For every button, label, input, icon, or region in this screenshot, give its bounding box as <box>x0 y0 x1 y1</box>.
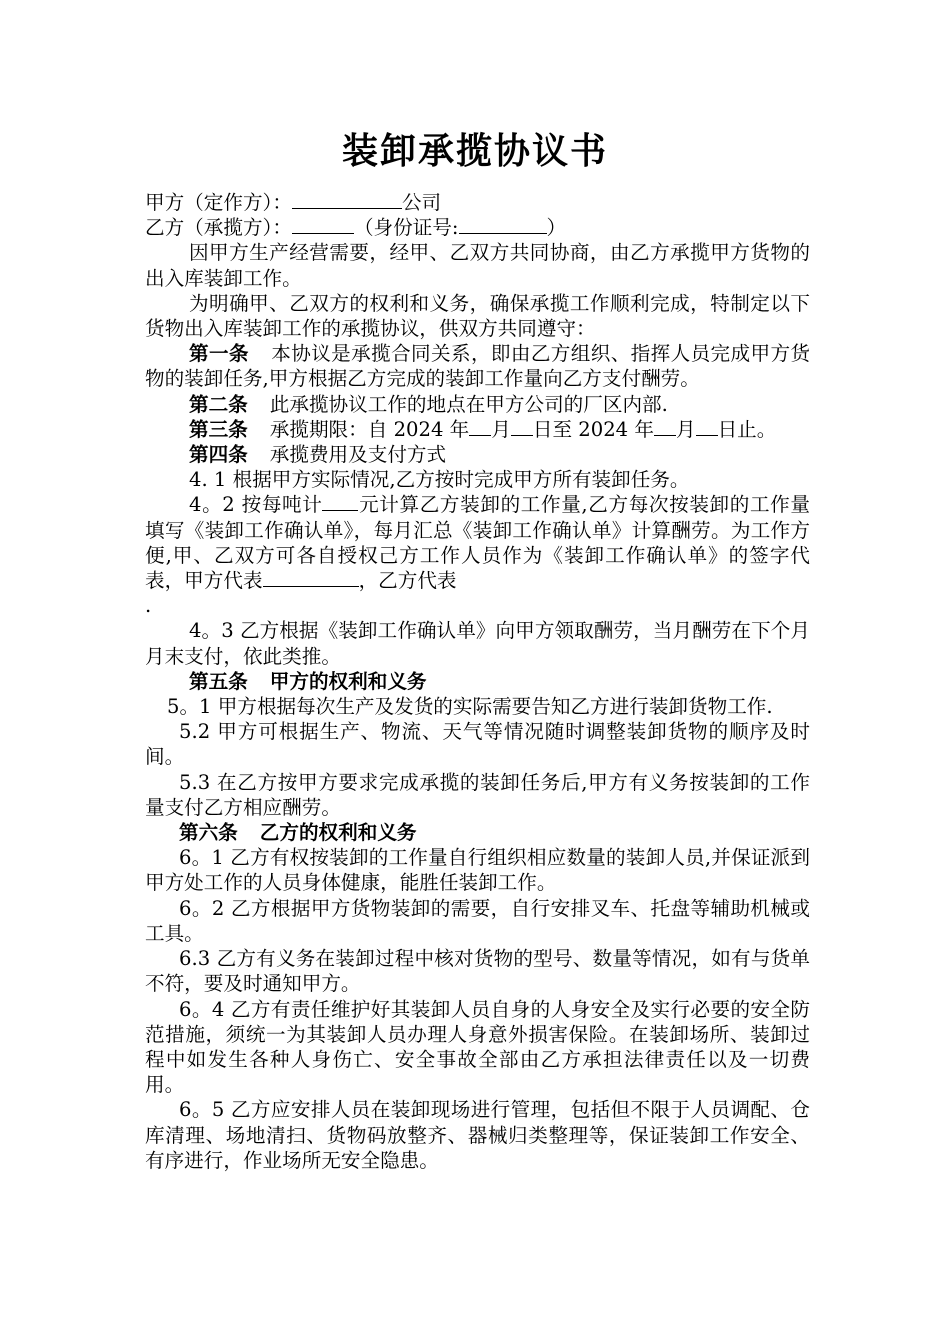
article-3-heading: 第三条 <box>189 417 248 441</box>
party-b-blank <box>292 215 354 234</box>
article-3 <box>145 417 810 442</box>
clause-4-2-rate-blank <box>322 492 358 511</box>
document-title: 装卸承揽协议书 <box>341 130 608 172</box>
clause-4-2-text-b: 元计算乙方装卸的工作量,乙方每次按装卸的工作量填写《装卸工作确认单》，每月汇总《装卸工作确认单》计算酬劳。为工作方便,甲、乙双方可各自授权己方工作人员作为《装卸工作确认单》的签字代表，甲方代表 <box>145 493 810 593</box>
article-5-text: 甲方的权利和义务 <box>269 669 427 693</box>
clause-6-5: 6。5 乙方应安排人员在装卸现场进行管理，包括但不限于人员调配、仓库清理、场地清扫、货物码放整齐、器械归类整理等，保证装卸工作安全、有序进行，作业场所无安全隐患。 <box>145 1098 810 1172</box>
party-a-label: 甲方（定作方）： <box>145 191 292 214</box>
article-3-text-4: 月 <box>675 417 696 441</box>
intro-paragraph-1: 因甲方生产经营需要，经甲、乙双方共同协商，由乙方承揽甲方货物的出入库装卸工作。 <box>145 241 810 290</box>
clause-6-3: 6.3 乙方有义务在装卸过程中核对货物的型号、数量等情况，如有与货单不符，要及时通知甲方。 <box>145 947 810 996</box>
clause-4-1: 4. 1 根据甲方实际情况,乙方按时完成甲方所有装卸任务。 <box>189 468 690 492</box>
clause-6-4: 6。4 乙方有责任维护好其装卸人员自身的人身安全及实行必要的安全防范措施，须统一为其装卸人员办理人身意外损害保险。在装卸场所、装卸过程中如发生各种人身伤亡、安全事故全部由乙方承担法律责任以及一切费用。 <box>145 997 810 1097</box>
clause-5-3: 5.3 在乙方按甲方要求完成承揽的装卸任务后,甲方有义务按装卸的工作量支付乙方相应酬劳。 <box>145 770 810 819</box>
clause-4-2-text-a: 4。2 按每吨计 <box>189 493 323 517</box>
article-6 <box>145 820 810 845</box>
article-1-heading: 第一条 <box>189 342 249 366</box>
article-3-text-5: 日止。 <box>717 417 777 441</box>
article-2 <box>145 392 810 417</box>
clause-6-2: 6。2 乙方根据甲方货物装卸的需要，自行安排叉车、托盘等辅助机械或工具。 <box>145 896 810 945</box>
article-2-heading: 第二条 <box>189 392 248 416</box>
party-a-line <box>145 190 810 215</box>
article-6-text: 乙方的权利和义务 <box>259 821 417 845</box>
article-5-heading: 第五条 <box>189 669 248 693</box>
clause-4-2-text-c: ，乙方代表 <box>358 569 457 593</box>
clause-5-2: 5.2 甲方可根据生产、物流、天气等情况随时调整装卸货物的顺序及时间。 <box>145 720 810 769</box>
clause-5-1: 5。1 甲方根据每次生产及发货的实际需要告知乙方进行装卸货物工作. <box>167 695 773 719</box>
article-3-text-1: 承揽期限：自 2024 年 <box>269 417 470 441</box>
clause-4-2-text-d: . <box>145 594 152 618</box>
article-3-text-2: 月 <box>491 417 511 441</box>
article-6-heading: 第六条 <box>179 821 238 845</box>
party-b-line <box>145 215 810 240</box>
article-4 <box>145 442 810 467</box>
article-3-blank-1 <box>469 417 491 436</box>
article-1 <box>145 341 810 391</box>
party-b-id-label: （身份证号: <box>353 216 459 240</box>
article-3-blank-3 <box>654 417 676 436</box>
clause-4-2 <box>145 492 810 618</box>
intro-paragraph-2: 为明确甲、乙双方的权利和义务，确保承揽工作顺利完成，特制定以下货物出入库装卸工作的承揽协议，供双方共同遵守： <box>145 291 810 341</box>
document-body <box>145 190 810 1173</box>
party-b-id-close: ） <box>546 216 567 240</box>
article-4-text: 承揽费用及支付方式 <box>269 443 447 467</box>
party-b-label: 乙方（承揽方）： <box>145 216 292 240</box>
clause-4-3: 4。3 乙方根据《装卸工作确认单》向甲方领取酬劳，当月酬劳在下个月月末支付，依此类推。 <box>145 619 810 668</box>
clause-6-1: 6。1 乙方有权按装卸的工作量自行组织相应数量的装卸人员,并保证派到甲方处工作的人员身体健康，能胜任装卸工作。 <box>145 846 810 895</box>
party-b-id-blank <box>459 215 547 234</box>
article-4-heading: 第四条 <box>189 443 248 467</box>
article-1-text: 本协议是承揽合同关系，即由乙方组织、指挥人员完成甲方货物的装卸任务,甲方根据乙方完成的装卸工作量向乙方支付酬劳。 <box>145 342 811 391</box>
party-a-blank <box>292 190 402 209</box>
party-a-suffix: 公司 <box>401 191 442 214</box>
article-5 <box>145 669 810 694</box>
article-3-blank-2 <box>511 417 533 436</box>
clause-4-2-party-a-rep-blank <box>263 568 359 587</box>
article-2-text: 此承揽协议工作的地点在甲方公司的厂区内部. <box>269 392 668 416</box>
article-3-blank-4 <box>696 417 718 436</box>
article-3-text-3: 日至 2024 年 <box>532 417 654 441</box>
